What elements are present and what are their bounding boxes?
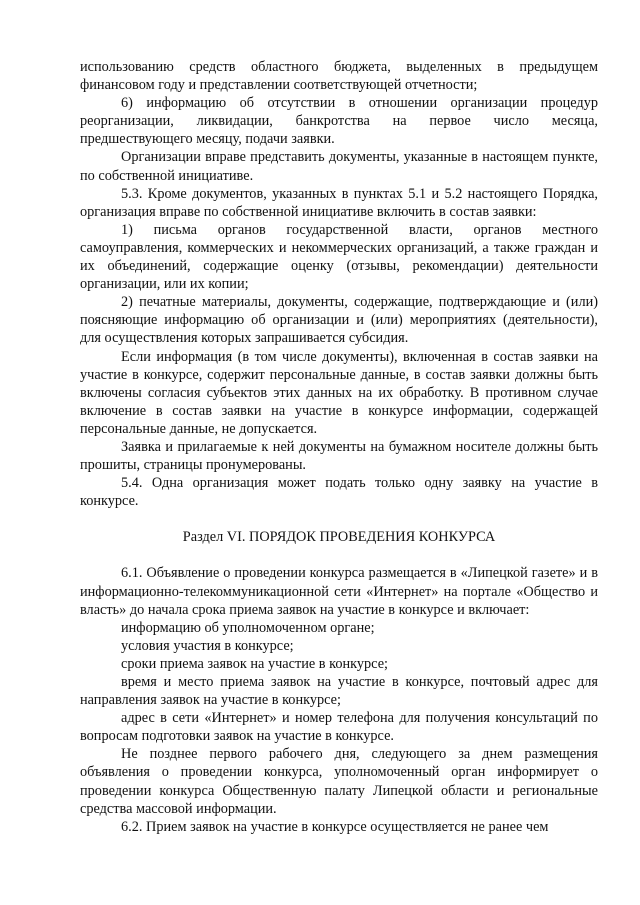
paragraph-item-6: 6) информацию об отсутствии в отношении организации процедур реорганизации, ликвидации, банкротства на первое число месяца, предшествующего месяцу, подачи заявки. [80, 95, 598, 148]
paragraph-5-4: 5.4. Одна организация может подать только одну заявку на участие в конкурсе. [80, 475, 598, 510]
list-item-deadlines: сроки приема заявок на участие в конкурсе; [121, 655, 389, 672]
paragraph-initiative-note: Организации вправе представить документы, указанные в настоящем пункте, по собственной инициативе. [80, 149, 598, 184]
paragraph-5-3: 5.3. Кроме документов, указанных в пунктах 5.1 и 5.2 настоящего Порядка, организация вправе по собственной инициативе включить в состав заявки: [80, 185, 598, 220]
paragraph-informing: Не позднее первого рабочего дня, следующего за днем размещения объявления о проведении конкурса, уполномоченный орган информирует о проведении конкурса Общественную палату Липецкой области и региональные средства массовой информации. [80, 746, 598, 817]
list-item-authority-info: информацию об уполномоченном органе; [121, 619, 375, 636]
paragraph-6-2: 6.2. Прием заявок на участие в конкурсе осуществляется не ранее чем [121, 818, 549, 835]
list-item-time-place: время и место приема заявок на участие в конкурсе, почтовый адрес для направления заявок на участие в конкурсе; [80, 674, 598, 709]
section-heading: Раздел VI. ПОРЯДОК ПРОВЕДЕНИЯ КОНКУРСА [182, 529, 496, 546]
document-body [80, 58, 598, 836]
paragraph-continuation: использованию средств областного бюджета, выделенных в предыдущем финансовом году и представлении соответствующей отчетности; [80, 59, 598, 94]
paragraph-6-1: 6.1. Объявление о проведении конкурса размещается в «Липецкой газете» и в информационно-телекоммуникационной сети «Интернет» на портале «Общество и власть» до начала срока приема заявок на участие в конкурсе и включает: [80, 565, 598, 618]
list-item-internet-phone: адрес в сети «Интернет» и номер телефона для получения консультаций по вопросам подготовки заявок на участие в конкурсе. [80, 710, 598, 745]
paragraph-binding: Заявка и прилагаемые к ней документы на бумажном носителе должны быть прошиты, страницы пронумерованы. [80, 438, 598, 474]
paragraph-5-3-item-2: 2) печатные материалы, документы, содержащие, подтверждающие и (или) поясняющие информацию об организации и (или) мероприятиях (деятельности), для осуществления которых запрашивается субсидия. [80, 294, 598, 347]
paragraph-personal-data: Если информация (в том числе документы), включенная в состав заявки на участие в конкурсе, содержит персональные данные, в состав заявки должны быть включены согласия субъектов этих данных на их обработку. В противном случае включение в состав заявки на участие в конкурсе информации, содержащей персональные данные, не допускается. [80, 348, 598, 437]
paragraph-5-3-item-1: 1) письма органов государственной власти, органов местного самоуправления, коммерческих и некоммерческих организаций, а также граждан и их объединений, содержащие оценку (отзывы, рекомендации) деятельности организации, или их копии; [80, 221, 598, 293]
list-item-conditions: условия участия в конкурсе; [121, 637, 294, 654]
